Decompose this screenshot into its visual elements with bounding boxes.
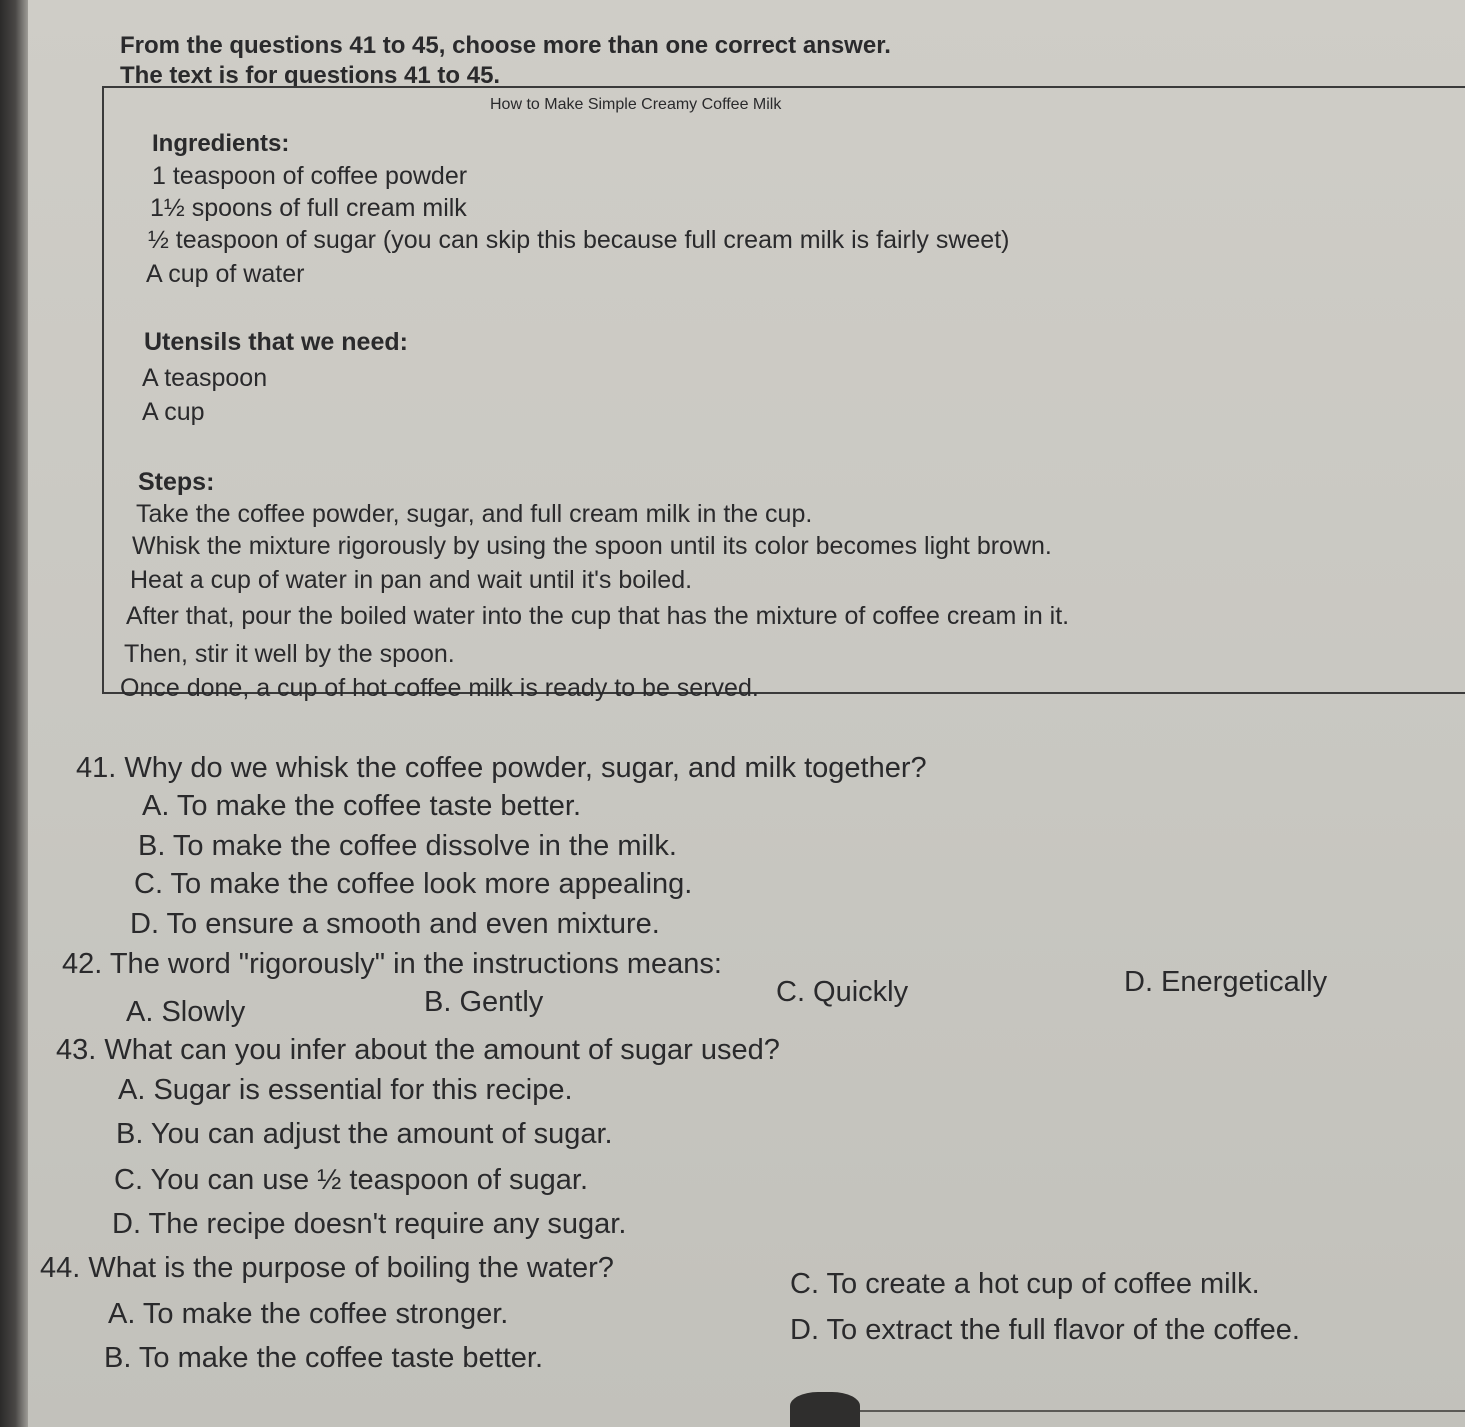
option-41d: D. To ensure a smooth and even mixture. (130, 908, 660, 940)
question-44: 44. What is the purpose of boiling the water? (40, 1252, 614, 1284)
text-for-line: The text is for questions 41 to 45. (120, 62, 501, 89)
step-item: Whisk the mixture rigorously by using the spoon until its color becomes light brown. (132, 532, 1052, 560)
dark-smudge (790, 1392, 860, 1427)
option-42a: A. Slowly (126, 996, 246, 1028)
option-43a: A. Sugar is essential for this recipe. (118, 1074, 573, 1106)
option-42b: B. Gently (424, 986, 544, 1018)
option-43b: B. You can adjust the amount of sugar. (116, 1118, 613, 1150)
binding-shadow (0, 0, 28, 1427)
option-42d: D. Energetically (1124, 966, 1328, 998)
option-44d: D. To extract the full flavor of the coffee. (790, 1314, 1300, 1346)
question-43: 43. What can you infer about the amount of sugar used? (56, 1034, 780, 1066)
ingredients-heading: Ingredients: (152, 130, 290, 157)
question-41: 41. Why do we whisk the coffee powder, sugar, and milk together? (76, 752, 927, 784)
page-bottom-line (860, 1410, 1465, 1412)
instruction-line: From the questions 41 to 45, choose more than one correct answer. (120, 32, 891, 59)
ingredient-item: ½ teaspoon of sugar (you can skip this because full cream milk is fairly sweet) (148, 226, 1010, 254)
step-item: Then, stir it well by the spoon. (124, 640, 455, 668)
option-44b: B. To make the coffee taste better. (104, 1342, 544, 1374)
option-44c: C. To create a hot cup of coffee milk. (790, 1268, 1260, 1300)
ingredient-item: 1½ spoons of full cream milk (150, 194, 467, 222)
option-42c: C. Quickly (776, 976, 909, 1008)
question-42: 42. The word "rigorously" in the instructions means: (62, 948, 722, 980)
ingredient-item: 1 teaspoon of coffee powder (152, 162, 468, 190)
ingredient-item: A cup of water (146, 260, 305, 288)
step-item: After that, pour the boiled water into the cup that has the mixture of coffee cream in it. (126, 602, 1070, 630)
step-item: Heat a cup of water in pan and wait until it's boiled. (130, 566, 693, 594)
option-43d: D. The recipe doesn't require any sugar. (112, 1208, 627, 1240)
utensils-heading: Utensils that we need: (144, 328, 408, 356)
option-41a: A. To make the coffee taste better. (142, 790, 582, 822)
option-41c: C. To make the coffee look more appealing. (134, 868, 693, 900)
option-41b: B. To make the coffee dissolve in the milk. (138, 830, 677, 862)
steps-heading: Steps: (138, 468, 215, 496)
utensil-item: A cup (142, 398, 205, 426)
option-43c: C. You can use ½ teaspoon of sugar. (114, 1164, 589, 1196)
recipe-title: How to Make Simple Creamy Coffee Milk (490, 96, 782, 113)
step-item: Once done, a cup of hot coffee milk is ready to be served. (120, 674, 759, 702)
utensil-item: A teaspoon (142, 364, 268, 392)
step-item: Take the coffee powder, sugar, and full cream milk in the cup. (136, 500, 813, 528)
option-44a: A. To make the coffee stronger. (108, 1298, 509, 1330)
